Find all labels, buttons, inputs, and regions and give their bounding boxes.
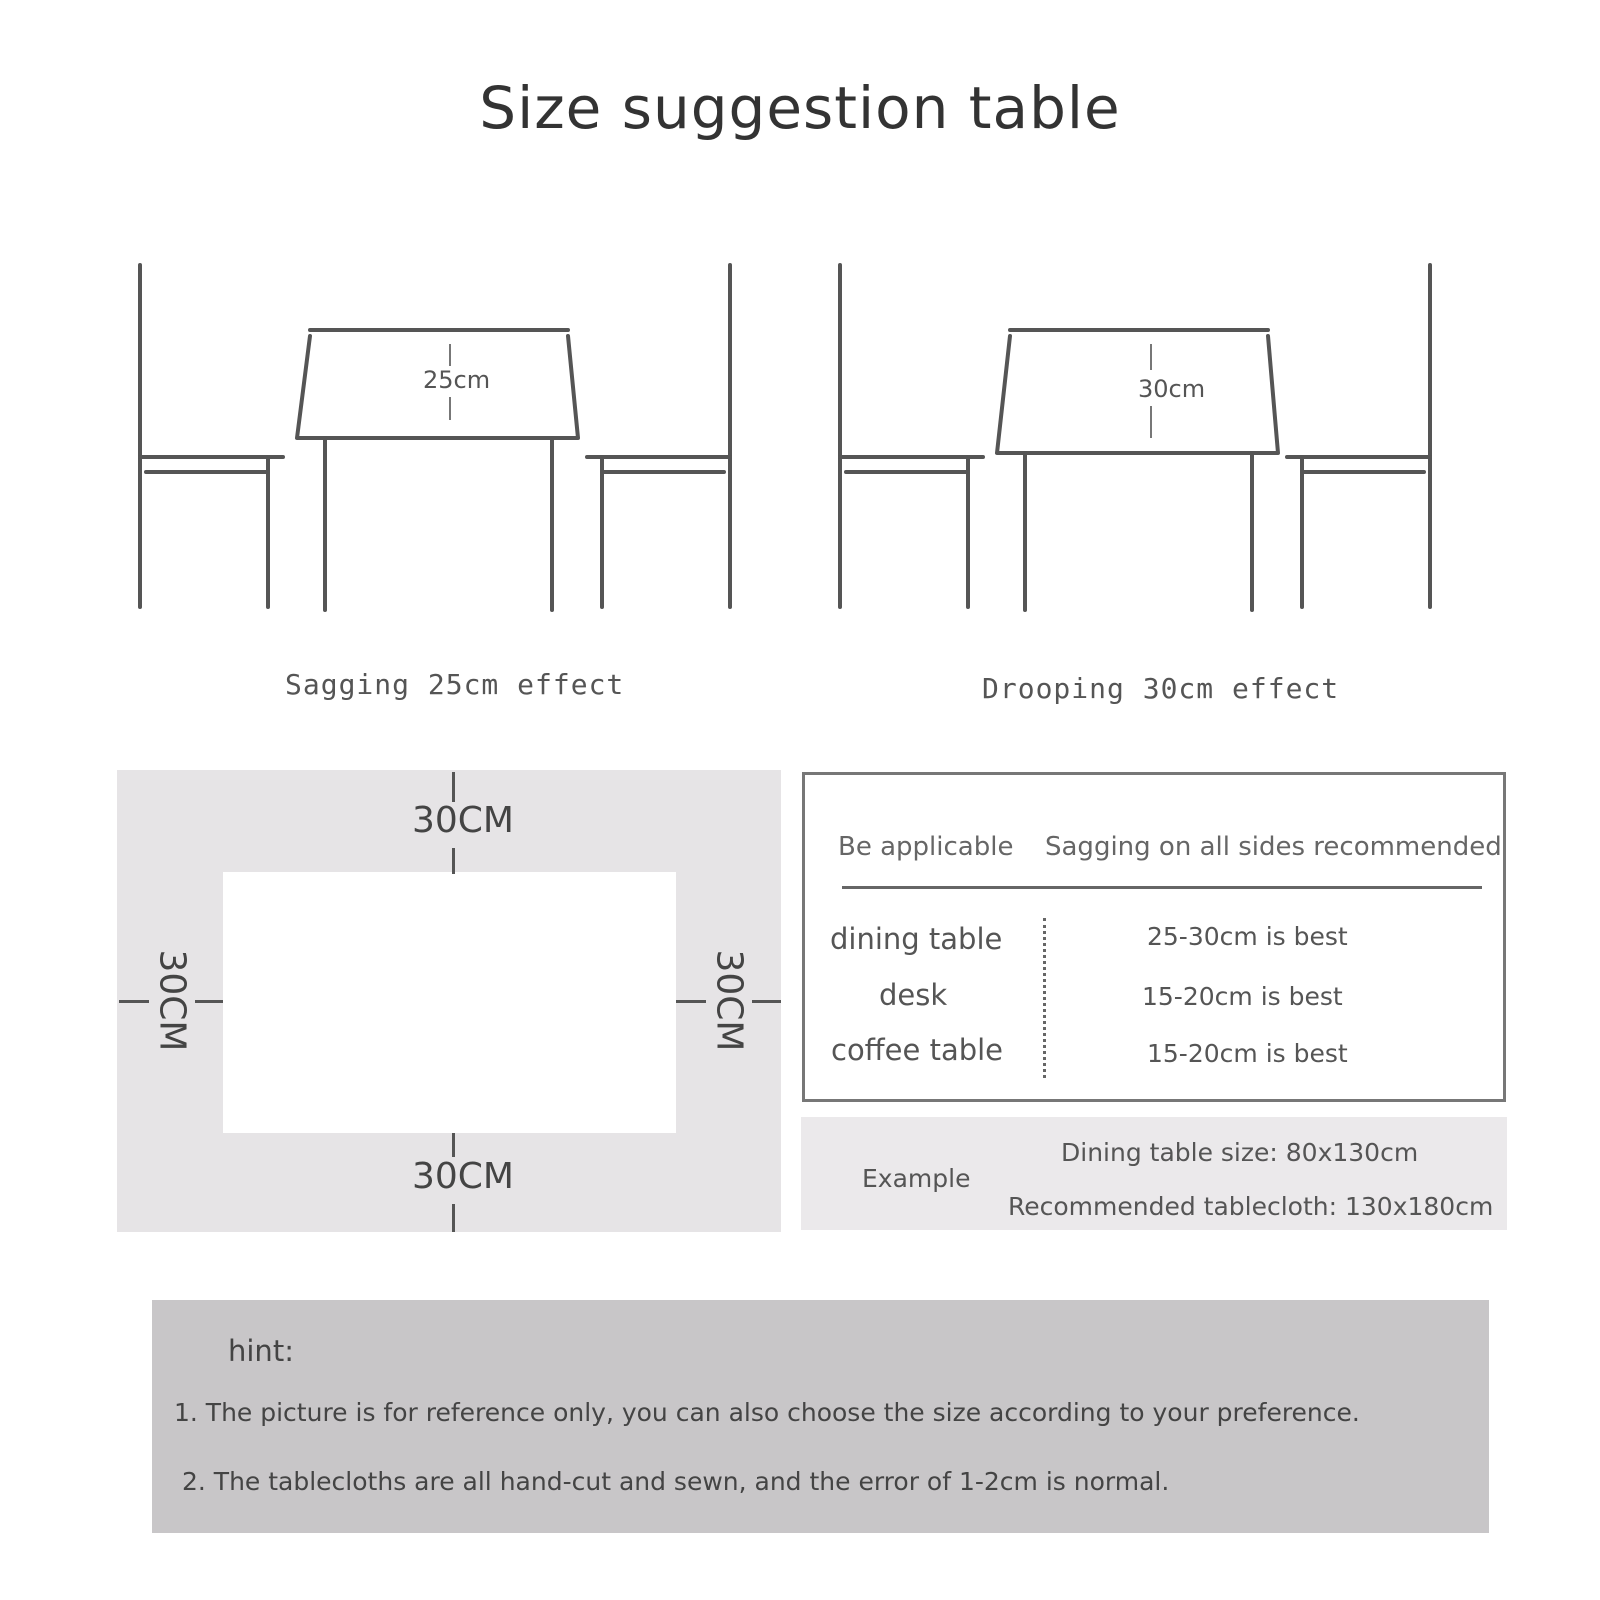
dim-tick-bottom-a [452, 1133, 455, 1157]
chair-left-2 [840, 265, 983, 607]
table-header-rule [842, 886, 1482, 889]
table-row-value: 25-30cm is best [1147, 922, 1348, 951]
drop-label-1: 25cm [423, 366, 491, 394]
dim-label-left: 30CM [151, 949, 193, 1052]
example-recommended-size: Recommended tablecloth: 130x180cm [1008, 1192, 1494, 1221]
table-row-type: desk [879, 978, 948, 1012]
dim-tick-top-a [452, 772, 455, 802]
hint-item: 1. The picture is for reference only, you can also choose the size according to your preference. [174, 1398, 1360, 1427]
dim-tick-bottom-b [452, 1204, 455, 1232]
table-right [997, 330, 1278, 610]
hint-item: 2. The tablecloths are all hand-cut and sewn, and the error of 1-2cm is normal. [182, 1467, 1170, 1496]
tablecloth-area [223, 872, 676, 1133]
chair-left-1 [140, 265, 283, 607]
dim-tick-right-b [752, 1000, 781, 1003]
dim-tick-top-b [452, 848, 455, 874]
dim-tick-left-b [195, 1000, 223, 1003]
example-table-size: Dining table size: 80x130cm [1061, 1138, 1419, 1167]
table-row-type: dining table [830, 922, 1003, 956]
chair-right-1 [587, 265, 730, 607]
table-row-value: 15-20cm is best [1142, 982, 1343, 1011]
chair-right-2 [1287, 265, 1430, 607]
page-title: Size suggestion table [479, 74, 1121, 142]
dim-label-right: 30CM [708, 949, 750, 1052]
dim-label-top: 30CM [411, 800, 514, 841]
hint-title: hint: [228, 1334, 294, 1368]
example-label: Example [862, 1164, 971, 1193]
dim-tick-left-a [119, 1000, 149, 1003]
caption-drooping: Drooping 30cm effect [982, 672, 1340, 705]
dim-label-bottom: 30CM [411, 1156, 514, 1197]
caption-sagging: Sagging 25cm effect [285, 668, 625, 701]
table-row-value: 15-20cm is best [1147, 1039, 1348, 1068]
drop-label-2: 30cm [1138, 375, 1206, 403]
furniture-illustrations [0, 0, 1600, 720]
table-row-type: coffee table [831, 1033, 1004, 1067]
dim-tick-right-a [676, 1000, 706, 1003]
table-column-separator [1043, 918, 1046, 1078]
table-header-recommended: Sagging on all sides recommended [1045, 832, 1502, 862]
table-header-applicable: Be applicable [838, 832, 1014, 862]
